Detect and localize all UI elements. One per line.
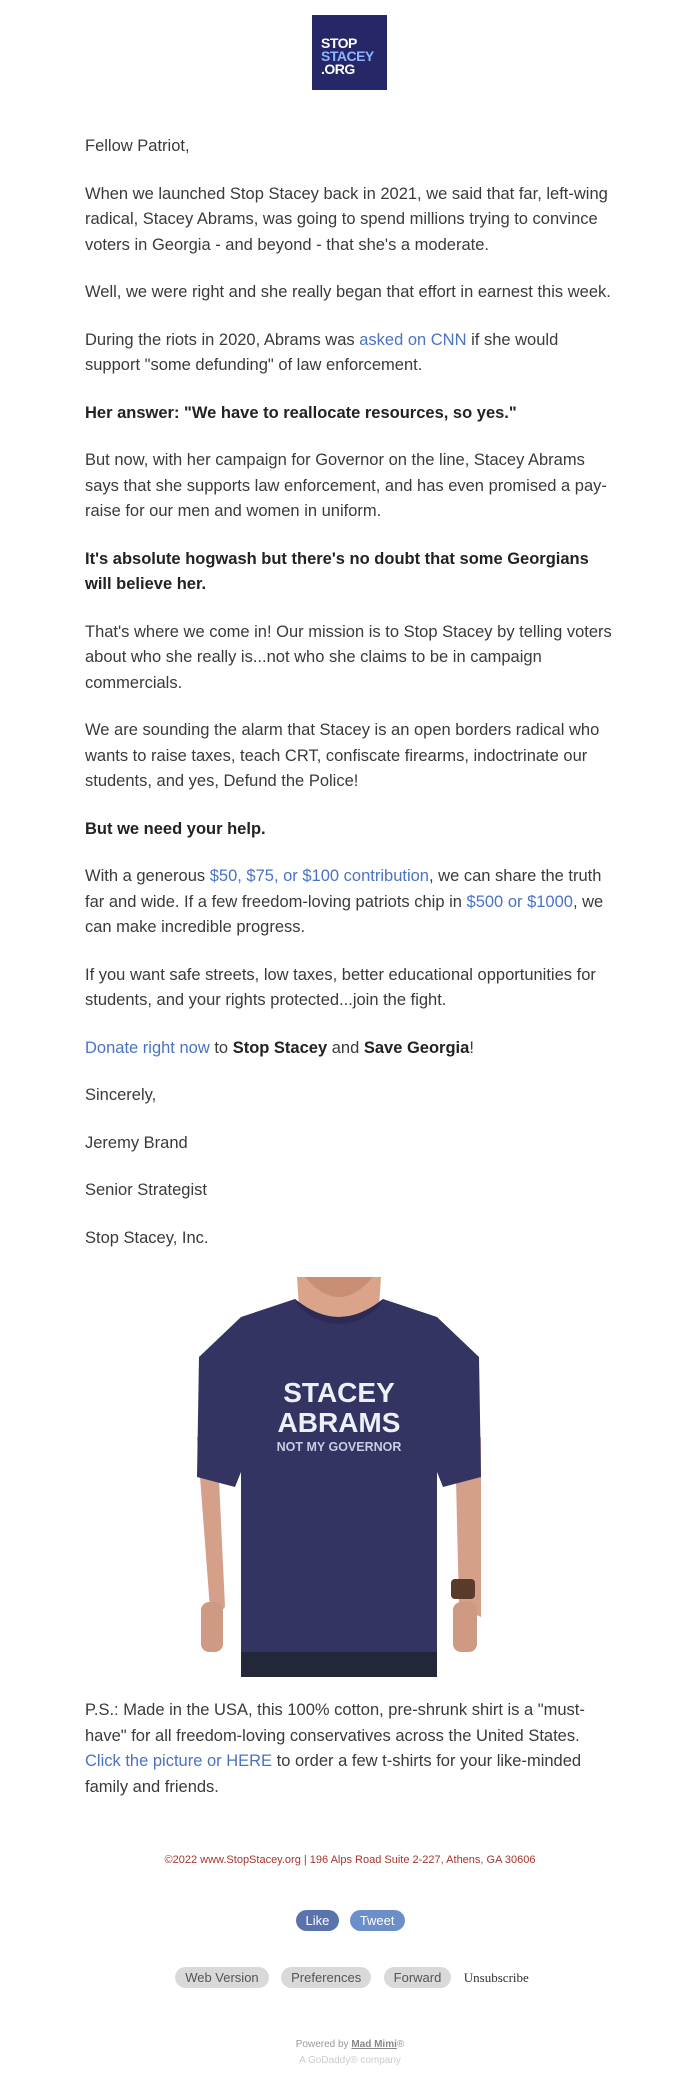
paragraph-12 [85,1036,615,1062]
paragraph-7: That's where we come in! Our mission is to Stop Stacey by telling voters about who she really is...not who she claims to be in campaign commercials. [85,622,612,692]
order-shirt-link[interactable]: Click the picture or HERE [85,1752,273,1770]
paragraph-2: Well, we were right and she really began that effort in earnest this week. [85,283,611,301]
signature-title: Senior Strategist [85,1181,207,1199]
ps-text-pre: P.S.: Made in the USA, this 100% cotton, pre-shrunk shirt is a "must-have" for all freedom-loving conservatives across the United States. [85,1701,585,1745]
stop-stacey-logo[interactable] [312,15,387,90]
stop-stacey-bold: Stop Stacey [232,1038,328,1057]
paragraph-9 [85,817,615,843]
p12-and: and [327,1038,364,1057]
greeting: Fellow Patriot, [85,137,190,155]
web-version-button[interactable]: Web Version [175,1967,268,1988]
tweet-button[interactable]: Tweet [350,1910,405,1931]
paragraph-10 [85,864,615,941]
paragraph-1: When we launched Stop Stacey back in 2021, we said that far, left-wing radical, Stacey Abrams, was going to spend millions trying to convince voters in Georgia - and beyond - that she's a moderate. [85,184,608,254]
her-answer-text: Her answer: "We have to reallocate resources, so yes." [85,403,517,422]
powered-by [0,2039,700,2050]
hogwash-text: It's absolute hogwash but there's no doubt that some Georgians will believe her. [85,549,589,593]
postscript [85,1698,615,1800]
logo-line-2: STACEY [321,48,374,64]
paragraph-8: We are sounding the alarm that Stacey is an open borders radical who wants to raise taxes, teach CRT, confiscate firearms, indoctrinate our students, and yes, Defund the Police! [85,721,600,790]
ps-text-post: to order a few t-shirts for your like-minded family and friends. [85,1752,582,1796]
preferences-button[interactable]: Preferences [281,1967,371,1988]
powered-by-text: Powered by [295,2039,352,2050]
p12-to: to [209,1038,233,1057]
paragraph-5: But now, with her campaign for Governor on the line, Stacey Abrams says that she supports law enforcement, and has even promised a pay-raise for our men and women in uniform. [85,451,607,520]
p12-end: ! [469,1038,474,1057]
p10-text-mid: , we can share the truth far and wide. If a few freedom-loving patriots chip in [85,867,602,911]
paragraph-11: If you want safe streets, low taxes, better educational opportunities for students, and your rights protected...join the fight. [85,965,596,1009]
p10-text-post: , we can make incredible progress. [85,892,604,936]
donate-link[interactable]: Donate right now [85,1038,210,1057]
footer-links [0,1967,700,1988]
footer-address: ©2022 www.StopStacey.org | 196 Alps Road Suite 2-227, Athens, GA 30606 [164,1854,536,1866]
mad-mimi-link[interactable]: Mad Mimi [351,2039,397,2050]
social-buttons [0,1910,700,1931]
godaddy-note: A GoDaddy® company [299,2055,401,2066]
paragraph-6 [85,547,615,598]
p10-text-pre: With a generous [85,867,210,885]
paragraph-3 [85,328,615,379]
like-button[interactable]: Like [296,1910,340,1931]
p3-text-pre: During the riots in 2020, Abrams was [85,330,360,349]
save-georgia-bold: Save Georgia [363,1038,470,1057]
cnn-link[interactable]: asked on CNN [359,330,467,349]
logo-line-1: STOP [321,35,357,51]
paragraph-4 [85,401,615,427]
powered-by-reg: ® [396,2039,405,2050]
p3-text-post: if she would support "some defunding" of law enforcement. [85,330,559,374]
contribution-link-small[interactable]: $50, $75, or $100 contribution [209,867,429,885]
tshirt-image[interactable] [197,1277,481,1677]
need-help-text: But we need your help. [85,819,266,838]
closing: Sincerely, [85,1086,157,1104]
shirt-text-line3: NOT MY GOVERNOR [276,1440,402,1454]
unsubscribe-link[interactable]: Unsubscribe [463,1970,529,1985]
logo-line-3: .ORG [321,61,355,77]
shirt-text-line1: STACEY [283,1377,395,1408]
signature-name: Jeremy Brand [85,1133,188,1152]
shirt-text-line2: ABRAMS [277,1407,401,1438]
contribution-link-large[interactable]: $500 or $1000 [466,892,573,911]
signature-org: Stop Stacey, Inc. [85,1228,209,1247]
forward-button[interactable]: Forward [384,1967,452,1988]
email-body [85,134,615,1273]
